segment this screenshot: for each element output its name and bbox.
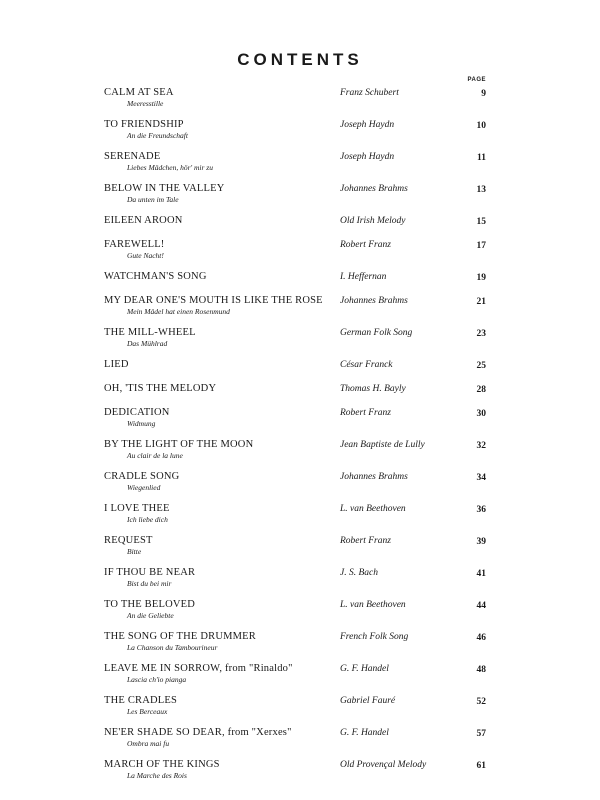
contents-list bbox=[104, 87, 490, 791]
list-item bbox=[104, 407, 490, 439]
song-title: IF THOU BE NEAR bbox=[104, 567, 196, 578]
page-column-header: PAGE bbox=[467, 77, 486, 83]
composer-name: Johannes Brahms bbox=[340, 184, 408, 194]
list-item bbox=[104, 271, 490, 295]
list-item bbox=[104, 631, 490, 663]
song-original-title: An die Geliebte bbox=[127, 611, 174, 620]
song-title: LIED bbox=[104, 359, 129, 370]
composer-name: German Folk Song bbox=[340, 328, 413, 338]
page-number: 10 bbox=[476, 121, 486, 131]
page-number: 36 bbox=[476, 505, 486, 515]
page-number: 39 bbox=[476, 537, 486, 547]
list-item bbox=[104, 503, 490, 535]
page-number: 34 bbox=[476, 473, 486, 483]
composer-name: Jean Baptiste de Lully bbox=[340, 440, 425, 450]
composer-name: Robert Franz bbox=[340, 408, 391, 418]
page-title: CONTENTS bbox=[237, 50, 363, 69]
composer-name: French Folk Song bbox=[340, 632, 409, 642]
list-item bbox=[104, 695, 490, 727]
page-number: 41 bbox=[476, 569, 486, 579]
song-title: DEDICATION bbox=[104, 407, 170, 418]
list-item bbox=[104, 327, 490, 359]
list-item bbox=[104, 535, 490, 567]
song-title: CRADLE SONG bbox=[104, 471, 180, 482]
song-original-title: La Chanson du Tambourineur bbox=[127, 643, 218, 652]
song-title: WATCHMAN'S SONG bbox=[104, 271, 207, 282]
song-original-title: Wiegenlied bbox=[127, 483, 161, 492]
composer-name: L. van Beethoven bbox=[340, 504, 406, 514]
composer-name: J. S. Bach bbox=[340, 568, 378, 578]
list-item bbox=[104, 239, 490, 271]
song-original-title: An die Freundschaft bbox=[127, 131, 188, 140]
song-title: CALM AT SEA bbox=[104, 87, 174, 98]
page-number: 21 bbox=[476, 297, 486, 307]
page-number: 23 bbox=[476, 329, 486, 339]
song-title: MARCH OF THE KINGS bbox=[104, 759, 220, 770]
song-title: FAREWELL! bbox=[104, 239, 165, 250]
page-number: 32 bbox=[476, 441, 486, 451]
song-original-title: Au clair de la lune bbox=[127, 451, 183, 460]
song-original-title: Widmung bbox=[127, 419, 156, 428]
composer-name: L. van Beethoven bbox=[340, 600, 406, 610]
composer-name: G. F. Handel bbox=[340, 728, 389, 738]
list-item bbox=[104, 151, 490, 183]
song-title: OH, 'TIS THE MELODY bbox=[104, 383, 217, 394]
page-number: 61 bbox=[476, 761, 486, 771]
composer-name: Joseph Haydn bbox=[340, 120, 395, 130]
page-number: 52 bbox=[476, 697, 486, 707]
list-item bbox=[104, 439, 490, 471]
song-original-title: Bitte bbox=[127, 547, 142, 556]
song-original-title: Gute Nacht! bbox=[127, 251, 164, 260]
composer-name: Robert Franz bbox=[340, 240, 391, 250]
song-original-title: Les Berceaux bbox=[127, 707, 168, 716]
list-item bbox=[104, 183, 490, 215]
page-number: 30 bbox=[476, 409, 486, 419]
composer-name: Joseph Haydn bbox=[340, 152, 395, 162]
composer-name: Johannes Brahms bbox=[340, 472, 408, 482]
song-original-title: Das Mühlrad bbox=[127, 339, 168, 348]
composer-name: Old Irish Melody bbox=[340, 216, 406, 226]
page-number: 15 bbox=[476, 217, 486, 227]
song-original-title: Da unten im Tale bbox=[127, 195, 179, 204]
song-original-title: Meeresstille bbox=[127, 99, 164, 108]
song-title: I LOVE THEE bbox=[104, 503, 170, 514]
list-item bbox=[104, 87, 490, 119]
composer-name: Gabriel Fauré bbox=[340, 696, 396, 706]
song-title: THE CRADLES bbox=[104, 695, 178, 706]
song-title: TO FRIENDSHIP bbox=[104, 119, 184, 130]
song-title: BELOW IN THE VALLEY bbox=[104, 183, 225, 194]
composer-name: Franz Schubert bbox=[340, 88, 399, 98]
song-original-title: Bist du bei mir bbox=[127, 579, 172, 588]
composer-name: Johannes Brahms bbox=[340, 296, 408, 306]
list-item bbox=[104, 383, 490, 407]
composer-name: Thomas H. Bayly bbox=[340, 384, 406, 394]
page-number: 25 bbox=[476, 361, 486, 371]
list-item bbox=[104, 727, 490, 759]
song-title: SERENADE bbox=[104, 151, 161, 162]
page-number: 13 bbox=[476, 185, 486, 195]
song-title: REQUEST bbox=[104, 535, 153, 546]
song-title: NE'ER SHADE SO DEAR, from "Xerxes" bbox=[104, 727, 292, 738]
list-item bbox=[104, 471, 490, 503]
list-item bbox=[104, 359, 490, 383]
composer-name: Old Provençal Melody bbox=[340, 760, 427, 770]
song-original-title: Ombra mai fu bbox=[127, 739, 170, 748]
list-item bbox=[104, 119, 490, 151]
song-title: THE MILL-WHEEL bbox=[104, 327, 196, 338]
song-title: BY THE LIGHT OF THE MOON bbox=[104, 439, 254, 450]
song-title: MY DEAR ONE'S MOUTH IS LIKE THE ROSE bbox=[104, 295, 323, 306]
song-title: LEAVE ME IN SORROW, from "Rinaldo" bbox=[104, 663, 293, 674]
song-original-title: Lascia ch'io pianga bbox=[127, 675, 187, 684]
song-title: TO THE BELOVED bbox=[104, 599, 196, 610]
page-number: 17 bbox=[476, 241, 486, 251]
song-original-title: Liebes Mädchen, hör' mir zu bbox=[127, 163, 213, 172]
page-number: 11 bbox=[477, 153, 486, 163]
composer-name: G. F. Handel bbox=[340, 664, 389, 674]
song-title: EILEEN AROON bbox=[104, 215, 183, 226]
page-number: 48 bbox=[476, 665, 486, 675]
page-number: 28 bbox=[476, 385, 486, 395]
composer-name: I. Heffernan bbox=[340, 272, 387, 282]
list-item bbox=[104, 295, 490, 327]
page-number: 46 bbox=[476, 633, 486, 643]
page-number: 9 bbox=[481, 89, 486, 99]
song-original-title: Ich liebe dich bbox=[127, 515, 168, 524]
list-item bbox=[104, 759, 490, 791]
list-item bbox=[104, 215, 490, 239]
list-item bbox=[104, 663, 490, 695]
page-number: 57 bbox=[476, 729, 486, 739]
list-item bbox=[104, 599, 490, 631]
composer-name: César Franck bbox=[340, 360, 393, 370]
composer-name: Robert Franz bbox=[340, 536, 391, 546]
page-number: 44 bbox=[476, 601, 486, 611]
song-original-title: La Marche des Rois bbox=[127, 771, 187, 780]
page-number: 19 bbox=[476, 273, 486, 283]
list-item bbox=[104, 567, 490, 599]
song-original-title: Mein Mädel hat einen Rosenmund bbox=[127, 307, 230, 316]
song-title: THE SONG OF THE DRUMMER bbox=[104, 631, 256, 642]
